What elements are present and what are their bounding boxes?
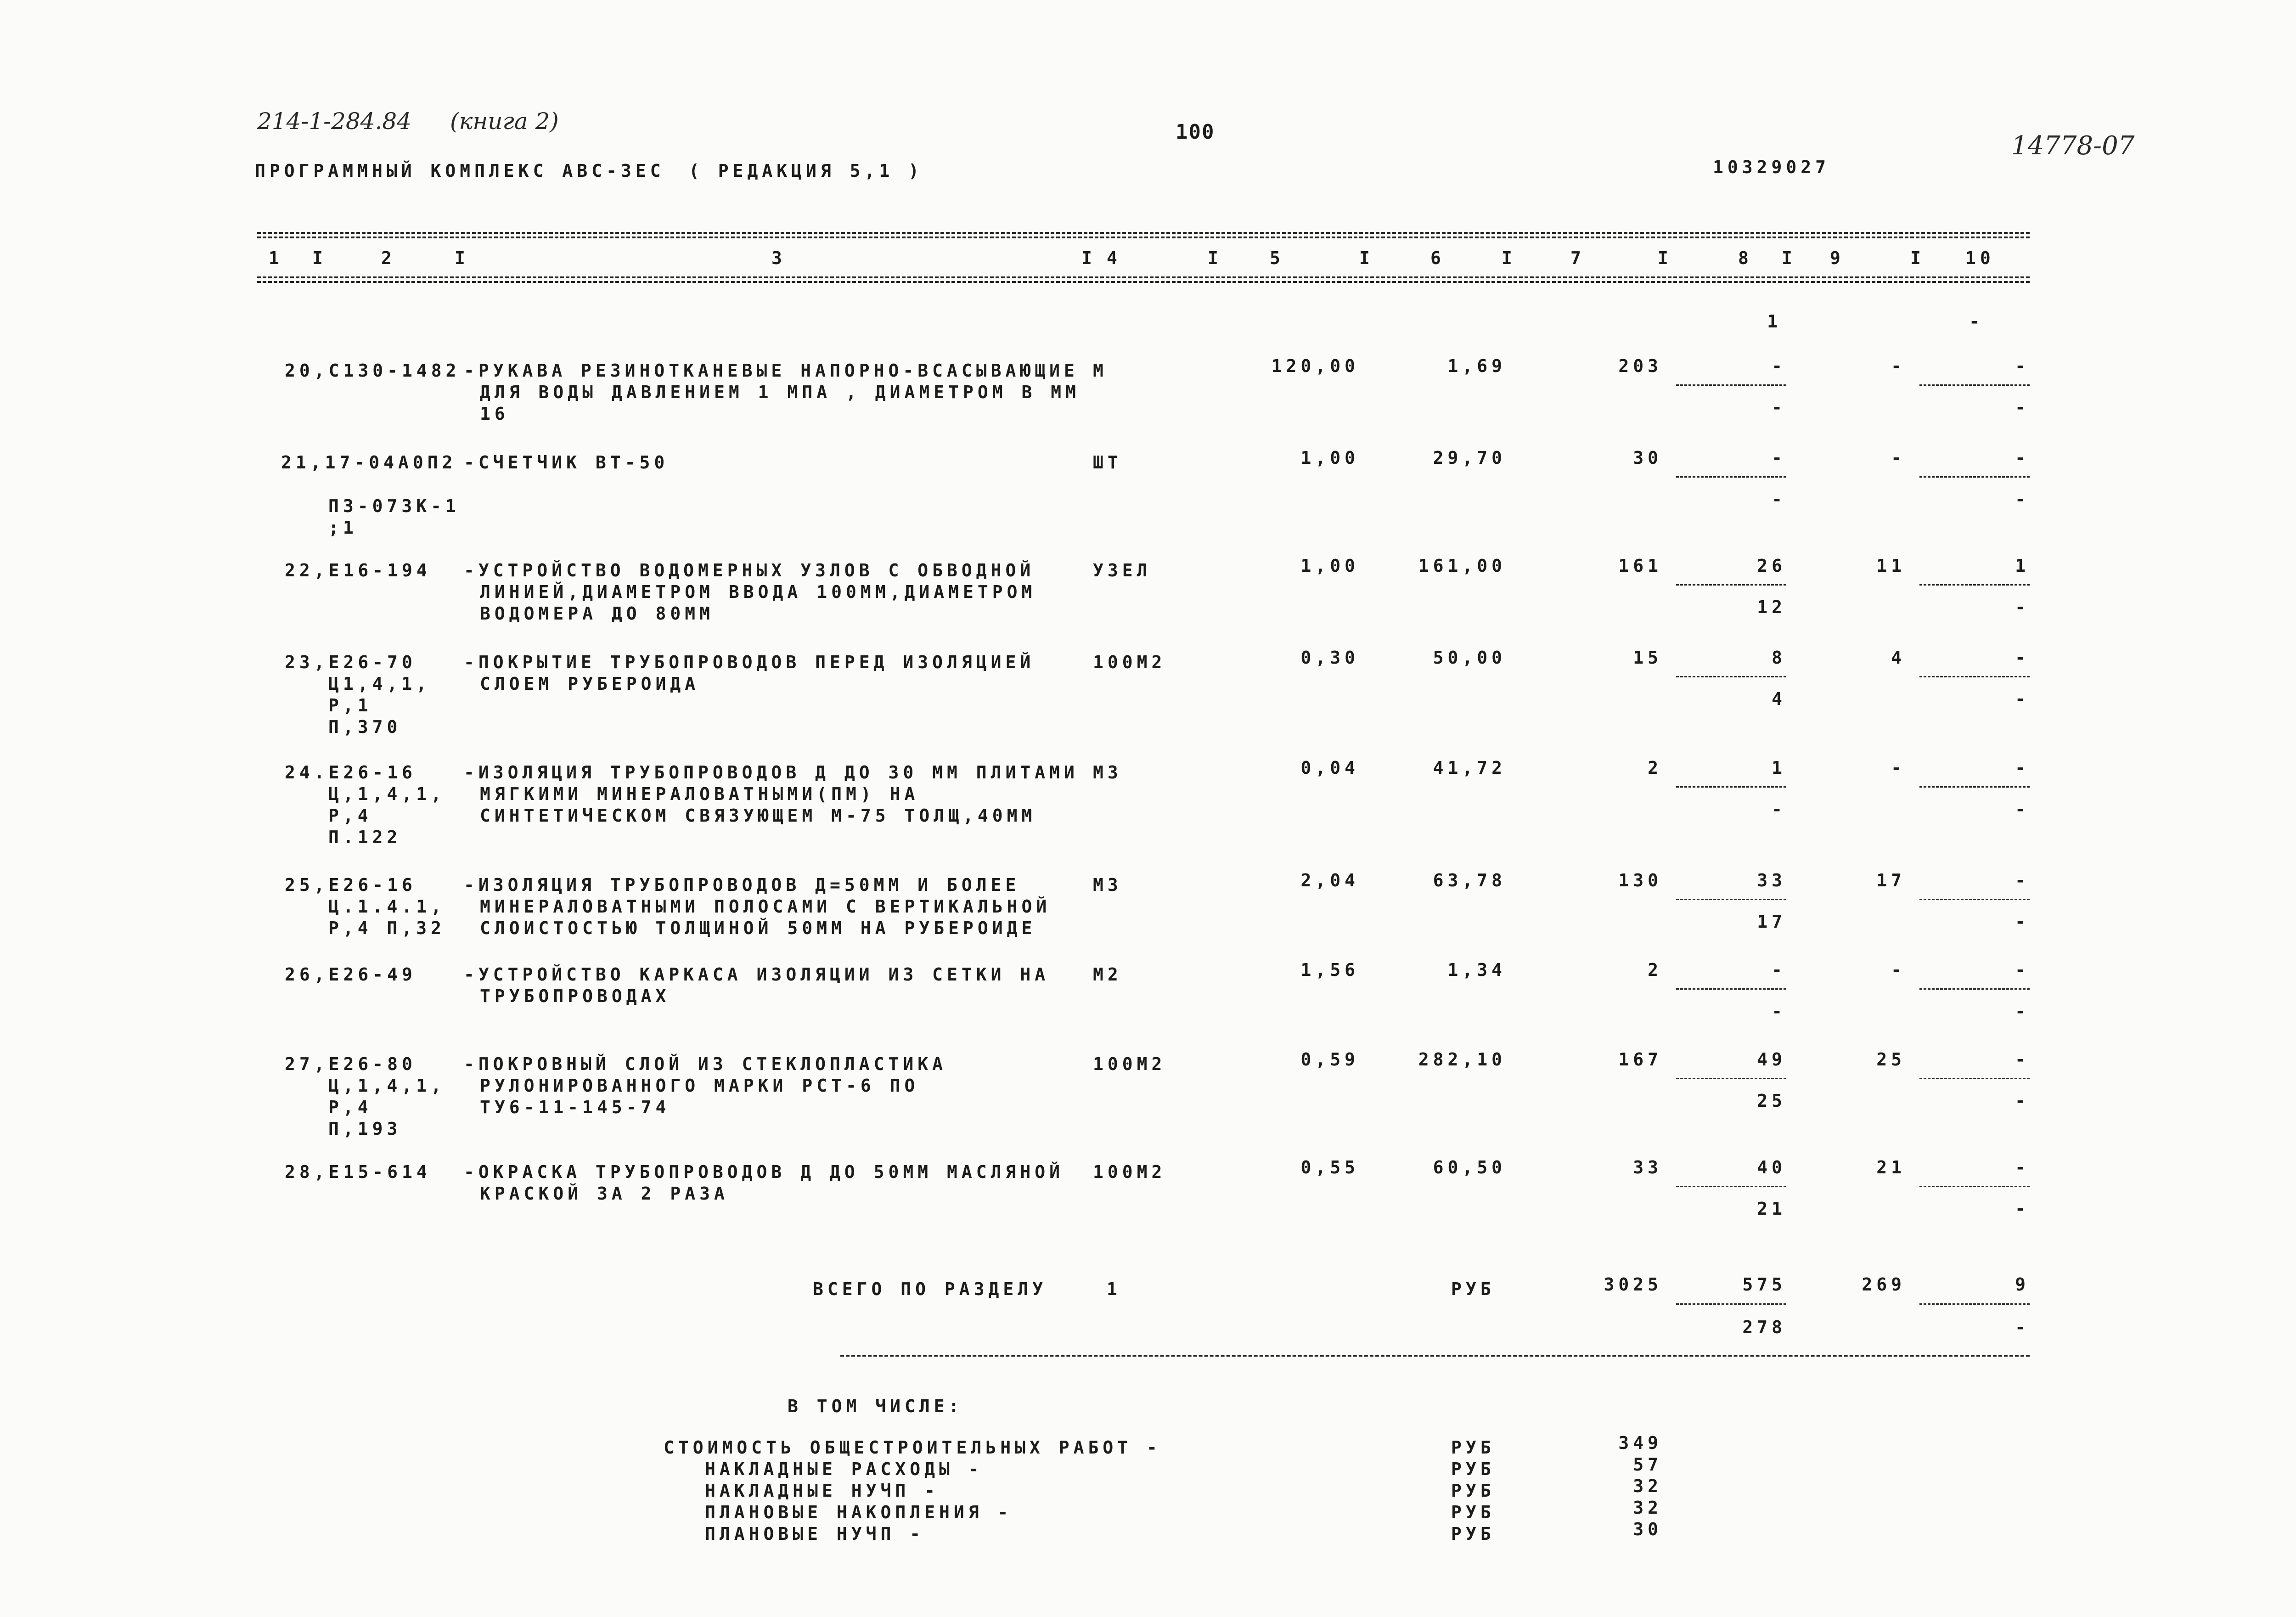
item-c9: 4 <box>1891 648 1906 668</box>
item-description: ТРУБОПРОВОДАХ <box>480 986 670 1006</box>
item-c9: - <box>1891 960 1906 980</box>
including-item-value: 349 <box>1618 1433 1662 1453</box>
item-unit-price: 60,50 <box>1433 1157 1506 1178</box>
column-separator: I <box>1208 248 1222 268</box>
item-c8-rule <box>1676 676 1786 677</box>
item-c10-top: - <box>2015 1049 2030 1070</box>
including-item-unit: РУБ <box>1451 1481 1495 1501</box>
item-total: 2 <box>1648 960 1662 980</box>
column-separator: I <box>1359 248 1374 268</box>
item-description: -УСТРОЙСТВО ВОДОМЕРНЫХ УЗЛОВ С ОБВОДНОЙ <box>464 560 1035 580</box>
item-c10-rule <box>1919 384 2030 386</box>
item-c9: - <box>1891 356 1906 376</box>
item-c9: 17 <box>1876 870 1906 890</box>
item-unit-price: 161,00 <box>1418 556 1506 576</box>
item-description: МЯГКИМИ МИНЕРАЛОВАТНЫМИ(ПМ) НА <box>480 784 919 804</box>
item-c8-bottom: 17 <box>1757 912 1786 932</box>
top-marker-c8: 1 <box>1767 311 1782 332</box>
item-description: СЛОИСТОСТЬЮ ТОЛЩИНОЙ 50ММ НА РУБЕРОИДЕ <box>480 918 1036 938</box>
item-c10-rule <box>1919 988 2030 990</box>
item-c8-top: 1 <box>1772 758 1786 778</box>
header-rule-bottom-2 <box>257 281 2030 283</box>
item-unit-price: 1,34 <box>1447 960 1506 980</box>
section-total-c8-top: 575 <box>1742 1274 1786 1295</box>
section-total-label: ВСЕГО ПО РАЗДЕЛУ <box>813 1279 1047 1299</box>
including-item-value: 57 <box>1633 1454 1662 1475</box>
item-code: Ц,1,4,1, <box>328 784 446 804</box>
item-c10-bottom: - <box>2015 597 2030 617</box>
item-description: ДЛЯ ВОДЫ ДАВЛЕНИЕМ 1 МПА , ДИАМЕТРОМ В ММ <box>480 382 1080 402</box>
section-total-c8-rule <box>1676 1303 1786 1305</box>
item-unit-price: 63,78 <box>1433 870 1506 890</box>
document-id: 10329027 <box>1713 157 1830 177</box>
including-item-unit: РУБ <box>1451 1502 1495 1522</box>
total-separator-rule <box>840 1355 2030 1357</box>
item-code: П,370 <box>328 717 402 737</box>
item-c8-bottom: - <box>1772 489 1786 509</box>
item-description: -РУКАВА РЕЗИНОТКАНЕВЫЕ НАПОРНО-ВСАСЫВАЮЩИЕ <box>464 361 1079 381</box>
item-c10-top: - <box>2015 448 2030 468</box>
item-c10-rule <box>1919 1186 2030 1187</box>
section-total-c10-rule <box>1919 1303 2030 1305</box>
item-unit: УЗЕЛ <box>1093 560 1152 580</box>
item-c8-rule <box>1676 584 1786 586</box>
item-total: 167 <box>1618 1049 1662 1070</box>
item-c8-bottom: 4 <box>1772 689 1786 709</box>
item-quantity: 0,59 <box>1300 1049 1359 1070</box>
including-item-label: ПЛАНОВЫЕ НАКОПЛЕНИЯ - <box>705 1502 1013 1522</box>
including-item-label: СТОИМОСТЬ ОБЩЕСТРОИТЕЛЬНЫХ РАБОТ - <box>664 1437 1161 1458</box>
item-description: РУЛОНИРОВАННОГО МАРКИ РСТ-6 ПО <box>480 1076 919 1096</box>
item-c8-rule <box>1676 1078 1786 1079</box>
item-c8-rule <box>1676 786 1786 788</box>
book-label: (книга 2) <box>450 108 559 135</box>
item-c8-bottom: 21 <box>1757 1199 1786 1219</box>
item-c9: 11 <box>1876 556 1906 576</box>
including-item-unit: РУБ <box>1451 1437 1495 1458</box>
item-c8-bottom: 12 <box>1757 597 1786 617</box>
item-c10-bottom: - <box>2015 689 2030 709</box>
item-c8-rule <box>1676 1186 1786 1187</box>
header-rule-top <box>257 232 2030 234</box>
section-total-c8-bottom: 278 <box>1742 1317 1786 1337</box>
including-item-label: ПЛАНОВЫЕ НУЧП - <box>705 1524 925 1544</box>
item-code: 20,С130-1482 <box>285 361 461 381</box>
item-description: -ИЗОЛЯЦИЯ ТРУБОПРОВОДОВ Д ДО 30 ММ ПЛИТАМИ <box>464 762 1079 783</box>
item-c8-bottom: - <box>1772 397 1786 417</box>
column-number-6: 6 <box>1430 248 1445 268</box>
column-number-9: 9 <box>1830 248 1845 268</box>
item-description: -ПОКРОВНЫЙ СЛОЙ ИЗ СТЕКЛОПЛАСТИКА <box>464 1054 947 1074</box>
column-number-2: 2 <box>381 248 396 268</box>
item-code: Ц1,4,1, <box>328 674 431 694</box>
item-unit: 100М2 <box>1093 652 1166 672</box>
item-code: 24.Е26-16 <box>285 762 416 783</box>
including-item-value: 32 <box>1633 1498 1662 1518</box>
item-code: П.122 <box>328 827 402 847</box>
column-number-7: 7 <box>1570 248 1585 268</box>
item-c9: - <box>1891 758 1906 778</box>
column-number-10: 10 <box>1965 248 1995 268</box>
item-c10-top: - <box>2015 960 2030 980</box>
item-description: -ПОКРЫТИЕ ТРУБОПРОВОДОВ ПЕРЕД ИЗОЛЯЦИЕЙ <box>464 652 1035 672</box>
item-c8-rule <box>1676 899 1786 900</box>
item-description: СЛОЕМ РУБЕРОИДА <box>480 674 700 694</box>
column-separator: I <box>1658 248 1672 268</box>
page-number: 100 <box>1176 120 1215 144</box>
column-separator: I <box>455 248 469 268</box>
item-c9: - <box>1891 448 1906 468</box>
column-number-4: 4 <box>1107 248 1121 268</box>
item-c8-top: - <box>1772 356 1786 376</box>
item-c8-bottom: - <box>1772 1001 1786 1021</box>
item-description: -СЧЕТЧИК ВТ-50 <box>464 452 669 473</box>
item-total: 15 <box>1633 648 1662 668</box>
item-code: Р,4 <box>328 1097 372 1117</box>
item-c8-bottom: - <box>1772 799 1786 819</box>
section-total-value: 3025 <box>1604 1274 1662 1295</box>
item-quantity: 1,00 <box>1300 556 1359 576</box>
item-code: Ц.1.4.1, <box>328 896 446 917</box>
item-code: 26,Е26-49 <box>285 964 416 985</box>
item-c10-bottom: - <box>2015 1199 2030 1219</box>
item-c10-top: - <box>2015 648 2030 668</box>
item-quantity: 1,56 <box>1300 960 1359 980</box>
item-c10-bottom: - <box>2015 799 2030 819</box>
item-unit: 100М2 <box>1093 1054 1166 1074</box>
item-code: ;1 <box>328 518 358 538</box>
including-label: В ТОМ ЧИСЛЕ: <box>788 1396 963 1416</box>
item-c8-rule <box>1676 384 1786 386</box>
column-separator: I <box>1910 248 1925 268</box>
item-description: -УСТРОЙСТВО КАРКАСА ИЗОЛЯЦИИ ИЗ СЕТКИ НА <box>464 964 1050 985</box>
item-unit-price: 41,72 <box>1433 758 1506 778</box>
header-rule-bottom <box>257 276 2030 278</box>
item-c10-bottom: - <box>2015 397 2030 417</box>
item-c10-rule <box>1919 899 2030 900</box>
item-description: СИНТЕТИЧЕСКОМ СВЯЗУЮЩЕМ М-75 ТОЛЩ,40ММ <box>480 806 1036 826</box>
section-total-c10-top: 9 <box>2015 1274 2030 1295</box>
item-quantity: 1,00 <box>1300 448 1359 468</box>
section-total-c9: 269 <box>1862 1274 1906 1295</box>
item-c8-top: 8 <box>1772 648 1786 668</box>
item-c10-top: - <box>2015 758 2030 778</box>
item-code: 23,Е26-70 <box>285 652 416 672</box>
item-c10-rule <box>1919 584 2030 586</box>
column-number-3: 3 <box>771 248 786 268</box>
column-number-1: 1 <box>269 248 283 268</box>
column-number-8: 8 <box>1738 248 1753 268</box>
item-total: 161 <box>1618 556 1662 576</box>
item-total: 2 <box>1648 758 1662 778</box>
item-c10-bottom: - <box>2015 489 2030 509</box>
column-separator: I <box>312 248 327 268</box>
including-item-label: НАКЛАДНЫЕ НУЧП - <box>705 1481 940 1501</box>
item-code: Р,4 П,32 <box>328 918 446 938</box>
item-description: МИНЕРАЛОВАТНЫМИ ПОЛОСАМИ С ВЕРТИКАЛЬНОЙ <box>480 896 1051 917</box>
item-description: -ОКРАСКА ТРУБОПРОВОДОВ Д ДО 50ММ МАСЛЯНОЙ <box>464 1162 1064 1182</box>
item-c8-top: - <box>1772 960 1786 980</box>
item-c10-top: - <box>2015 1157 2030 1178</box>
program-title: ПРОГРАММНЫЙ КОМПЛЕКС АВС-3ЕС <box>255 161 665 181</box>
item-total: 33 <box>1633 1157 1662 1178</box>
column-separator: I <box>1502 248 1516 268</box>
item-c8-bottom: 25 <box>1757 1091 1786 1111</box>
item-c8-top: - <box>1772 448 1786 468</box>
item-description: ВОДОМЕРА ДО 80ММ <box>480 603 715 624</box>
section-total-c10-bottom: - <box>2015 1317 2030 1337</box>
item-c10-bottom: - <box>2015 1091 2030 1111</box>
item-c10-top: - <box>2015 356 2030 376</box>
item-code: П3-073К-1 <box>328 496 460 516</box>
item-unit: ШТ <box>1093 452 1122 473</box>
item-c10-rule <box>1919 1078 2030 1079</box>
item-code: 28,Е15-614 <box>285 1162 431 1182</box>
including-item-label: НАКЛАДНЫЕ РАСХОДЫ - <box>705 1459 983 1479</box>
item-code: 21,17-04А0П2 <box>281 452 457 473</box>
including-item-value: 30 <box>1633 1519 1662 1539</box>
including-item-unit: РУБ <box>1451 1524 1495 1544</box>
item-unit-price: 29,70 <box>1433 448 1506 468</box>
including-item-unit: РУБ <box>1451 1459 1495 1479</box>
top-marker-c10: - <box>1969 311 1984 332</box>
item-description: ТУ6-11-145-74 <box>480 1097 670 1117</box>
item-description: ЛИНИЕЙ,ДИАМЕТРОМ ВВОДА 100ММ,ДИАМЕТРОМ <box>480 582 1036 602</box>
column-separator: I <box>1081 248 1096 268</box>
item-c10-bottom: - <box>2015 912 2030 932</box>
item-total: 203 <box>1618 356 1662 376</box>
column-separator: I <box>1782 248 1796 268</box>
item-code: 22,Е16-194 <box>285 560 431 580</box>
item-unit-price: 1,69 <box>1447 356 1506 376</box>
item-c10-bottom: - <box>2015 1001 2030 1021</box>
edition-label: ( РЕДАКЦИЯ 5,1 ) <box>689 161 923 181</box>
item-quantity: 2,04 <box>1300 870 1359 890</box>
item-c10-rule <box>1919 676 2030 677</box>
item-unit: М3 <box>1093 875 1122 895</box>
item-quantity: 0,04 <box>1300 758 1359 778</box>
item-c8-top: 49 <box>1757 1049 1786 1070</box>
item-code: 25,Е26-16 <box>285 875 416 895</box>
item-description: КРАСКОЙ ЗА 2 РАЗА <box>480 1183 729 1204</box>
item-description: 16 <box>480 404 509 424</box>
item-unit-price: 50,00 <box>1433 648 1506 668</box>
item-code: П,193 <box>328 1119 402 1139</box>
item-quantity: 0,55 <box>1300 1157 1359 1178</box>
section-number: 1 <box>1107 1279 1121 1299</box>
item-unit: М <box>1093 361 1108 381</box>
item-code: 27,Е26-80 <box>285 1054 416 1074</box>
doc-code: 214-1-284.84 <box>257 108 411 135</box>
item-quantity: 120,00 <box>1271 356 1359 376</box>
header-rule-top-2 <box>257 237 2030 238</box>
item-code: Р,4 <box>328 806 372 826</box>
item-c8-top: 33 <box>1757 870 1786 890</box>
item-description: -ИЗОЛЯЦИЯ ТРУБОПРОВОДОВ Д=50ММ И БОЛЕЕ <box>464 875 1020 895</box>
item-c10-rule <box>1919 786 2030 788</box>
item-unit: М3 <box>1093 762 1122 783</box>
including-item-value: 32 <box>1633 1476 1662 1496</box>
item-total: 30 <box>1633 448 1662 468</box>
item-code: Ц,1,4,1, <box>328 1076 446 1096</box>
item-unit-price: 282,10 <box>1418 1049 1506 1070</box>
stamp-number: 14778-07 <box>2011 131 2135 161</box>
section-total-unit: РУБ <box>1451 1279 1495 1299</box>
item-unit: М2 <box>1093 964 1122 985</box>
item-c10-top: 1 <box>2015 556 2030 576</box>
item-quantity: 0,30 <box>1300 648 1359 668</box>
item-c8-top: 40 <box>1757 1157 1786 1178</box>
item-c9: 25 <box>1876 1049 1906 1070</box>
item-c10-rule <box>1919 476 2030 478</box>
item-c10-top: - <box>2015 870 2030 890</box>
item-code: Р,1 <box>328 695 372 716</box>
item-c8-rule <box>1676 988 1786 990</box>
item-c8-top: 26 <box>1757 556 1786 576</box>
column-number-5: 5 <box>1270 248 1284 268</box>
item-c9: 21 <box>1876 1157 1906 1178</box>
item-unit: 100М2 <box>1093 1162 1166 1182</box>
item-c8-rule <box>1676 476 1786 478</box>
item-total: 130 <box>1618 870 1662 890</box>
